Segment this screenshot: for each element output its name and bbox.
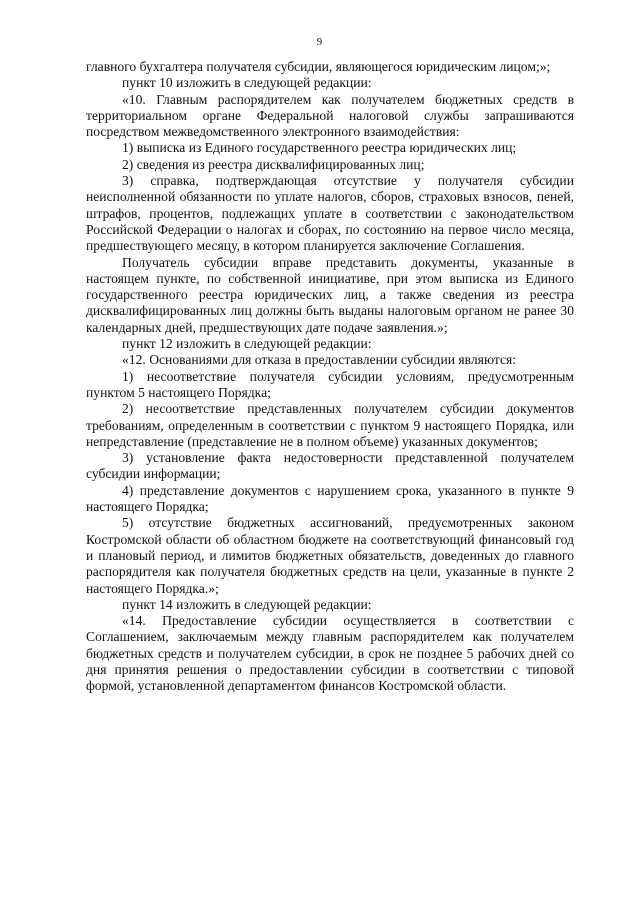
paragraph: Получатель субсидии вправе представить документы, указанные в настоящем пункте, по собственной инициативе, при этом выписка из Единого государственного реестра юридических лиц, а также сведения из реестра дисквалифицированных лиц должны быть выданы налоговым органом не ранее 30 календарных дней, предшествующих дате подаче заявления.»; — [86, 254, 574, 335]
list-item: 2) сведения из реестра дисквалифицированных лиц; — [122, 156, 425, 172]
paragraph: пункт 12 изложить в следующей редакции: — [122, 336, 372, 352]
list-item: 4) представление документов с нарушением срока, указанного в пункте 9 настоящего Порядка; — [86, 482, 574, 515]
paragraph: «14. Предоставление субсидии осуществляется в соответствии с Соглашением, заключаемым между главным распорядителем как получателем бюджетных средств и получателем субсидии, в срок не позднее 5 рабочих дней со дня принятия решения о предоставлении субсидии в соответствии с типовой формой, установленной департаментом финансов Костромской области. — [86, 613, 574, 694]
list-item: 3) справка, подтверждающая отсутствие у получателя субсидии неисполненной обязанности по уплате налогов, сборов, страховых взносов, пеней, штрафов, процентов, подлежащих уплате в соответствии с законодательством Российской Федерации о налогах и сборах, по состоянию на первое число месяца, предшествующего месяцу, в котором планируется заключение Соглашения. — [86, 173, 574, 254]
list-item: 3) установление факта недостоверности представленной получателем субсидии информации; — [86, 450, 574, 482]
list-item: 2) несоответствие представленных получателем субсидии документов требованиям, определенным в соответствии с пунктом 9 настоящего Порядка, или непредставление (представление не в полном объеме) указанных документов; — [86, 401, 574, 449]
paragraph: главного бухгалтера получателя субсидии, являющегося юридическим лицом;»; — [86, 59, 551, 74]
list-item: 1) несоответствие получателя субсидии условиям, предусмотренным пунктом 5 настоящего Порядка; — [86, 368, 574, 400]
paragraph: «12. Основаниями для отказа в предоставлении субсидии являются: — [122, 352, 517, 368]
page-number: 9 — [316, 36, 323, 48]
paragraph: пункт 10 изложить в следующей редакции: — [122, 75, 372, 91]
paragraph: пункт 14 изложить в следующей редакции: — [122, 596, 372, 612]
list-item: 1) выписка из Единого государственного реестра юридических лиц; — [122, 140, 517, 156]
document-body — [86, 59, 574, 695]
list-item: 5) отсутствие бюджетных ассигнований, предусмотренных законом Костромской области об областном бюджете на соответствующий финансовый год и плановый период, и лимитов бюджетных обязательств, доведенных до главного распорядителя как получателя бюджетных средств на цели, указанные в пункте 2 настоящего Порядка.»; — [86, 515, 574, 596]
paragraph: «10. Главным распорядителем как получателем бюджетных средств в территориальном органе Федеральной налоговой службы запрашиваются посредством межведомственного электронного взаимодействия: — [86, 91, 574, 140]
